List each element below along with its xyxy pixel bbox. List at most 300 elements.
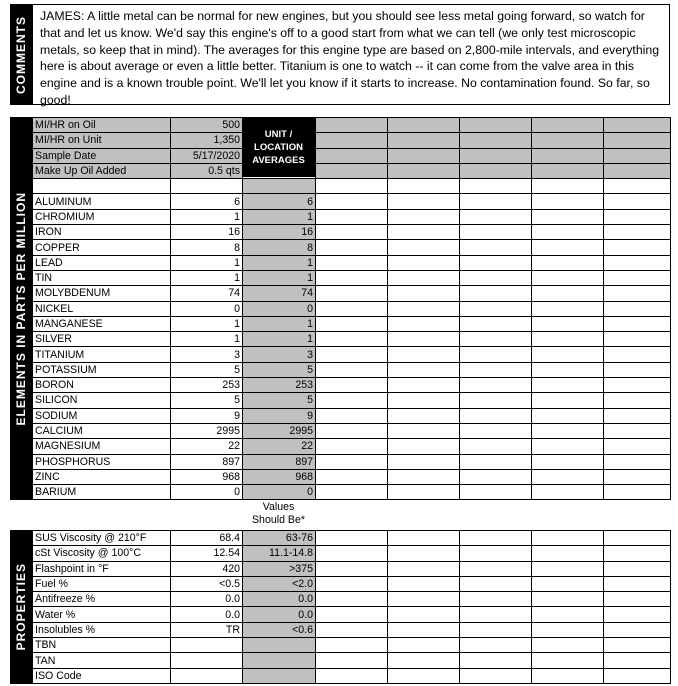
element-name: TIN <box>33 270 171 285</box>
property-row <box>33 638 671 653</box>
empty-cell <box>532 225 604 240</box>
element-row <box>33 255 671 270</box>
empty-cell <box>604 607 671 622</box>
empty-cell <box>604 668 671 683</box>
empty-cell <box>532 179 604 194</box>
element-average: 74 <box>243 286 316 301</box>
elements-table <box>32 117 671 500</box>
empty-cell <box>388 408 460 423</box>
empty-cell <box>532 286 604 301</box>
element-average: 1 <box>243 270 316 285</box>
unit-header-line-1: UNIT / <box>264 128 293 140</box>
empty-cell <box>604 240 671 255</box>
empty-cell <box>388 469 460 484</box>
element-value: 74 <box>171 286 243 301</box>
empty-cell <box>532 607 604 622</box>
empty-cell <box>604 378 671 393</box>
empty-cell <box>604 133 671 148</box>
empty-cell <box>316 561 388 576</box>
empty-cell <box>604 209 671 224</box>
property-name: cSt Viscosity @ 100°C <box>33 546 171 561</box>
empty-cell <box>604 225 671 240</box>
element-row <box>33 225 671 240</box>
element-name: CHROMIUM <box>33 209 171 224</box>
element-name: TITANIUM <box>33 347 171 362</box>
empty-cell <box>460 362 532 377</box>
empty-cell <box>532 561 604 576</box>
element-name: CALCIUM <box>33 423 171 438</box>
empty-cell <box>604 638 671 653</box>
empty-cell <box>316 133 388 148</box>
element-value: 6 <box>171 194 243 209</box>
element-value: 897 <box>171 454 243 469</box>
empty-cell <box>316 393 388 408</box>
empty-cell <box>460 133 532 148</box>
empty-cell <box>604 148 671 163</box>
empty-cell <box>532 316 604 331</box>
empty-cell <box>532 668 604 683</box>
empty-cell <box>316 622 388 637</box>
empty-cell <box>388 393 460 408</box>
element-value: 0 <box>171 301 243 316</box>
sample-info-row <box>33 163 671 178</box>
element-average: 253 <box>243 378 316 393</box>
empty-cell <box>604 316 671 331</box>
element-average: 5 <box>243 393 316 408</box>
empty-cell <box>532 240 604 255</box>
empty-cell <box>460 423 532 438</box>
property-row <box>33 668 671 683</box>
element-name: ZINC <box>33 469 171 484</box>
sample-info-value: 0.5 qts <box>171 163 243 178</box>
should-header-line-2: Should Be* <box>251 513 305 526</box>
element-row <box>33 485 671 500</box>
element-average: 16 <box>243 225 316 240</box>
empty-cell <box>316 270 388 285</box>
empty-cell <box>388 209 460 224</box>
empty-cell <box>460 378 532 393</box>
empty-cell <box>388 668 460 683</box>
empty-cell <box>316 163 388 178</box>
empty-cell <box>604 592 671 607</box>
empty-cell <box>388 255 460 270</box>
empty-cell <box>388 362 460 377</box>
property-value: 0.0 <box>171 607 243 622</box>
empty-cell <box>604 301 671 316</box>
element-value: 22 <box>171 439 243 454</box>
empty-cell <box>532 469 604 484</box>
empty-cell <box>460 546 532 561</box>
empty-cell <box>460 179 532 194</box>
empty-cell <box>532 546 604 561</box>
element-name: BARIUM <box>33 485 171 500</box>
empty-cell <box>388 163 460 178</box>
sample-info-value: 5/17/2020 <box>171 148 243 163</box>
empty-cell <box>532 209 604 224</box>
empty-cell <box>316 332 388 347</box>
empty-cell <box>460 638 532 653</box>
property-row <box>33 546 671 561</box>
empty-cell <box>388 546 460 561</box>
empty-cell <box>460 316 532 331</box>
empty-cell <box>604 270 671 285</box>
element-average: 897 <box>243 454 316 469</box>
elements-side-label <box>10 117 32 500</box>
empty-cell <box>604 653 671 668</box>
empty-cell <box>316 531 388 546</box>
property-value <box>171 653 243 668</box>
property-value <box>171 668 243 683</box>
empty-cell <box>388 454 460 469</box>
empty-cell <box>532 133 604 148</box>
empty-cell <box>388 653 460 668</box>
element-name: NICKEL <box>33 301 171 316</box>
property-name: TAN <box>33 653 171 668</box>
unit-header-line-3: AVERAGES <box>252 154 305 166</box>
element-value: 1 <box>171 332 243 347</box>
empty-cell <box>460 286 532 301</box>
element-value: 1 <box>171 255 243 270</box>
empty-cell <box>460 255 532 270</box>
empty-cell <box>532 423 604 438</box>
property-value: TR <box>171 622 243 637</box>
empty-cell <box>532 485 604 500</box>
element-average: 0 <box>243 485 316 500</box>
property-should-be <box>243 638 316 653</box>
element-name: LEAD <box>33 255 171 270</box>
empty-cell <box>532 118 604 133</box>
property-name: Fuel % <box>33 576 171 591</box>
empty-cell <box>316 362 388 377</box>
property-should-be: 0.0 <box>243 592 316 607</box>
empty-cell <box>532 576 604 591</box>
empty-cell <box>388 286 460 301</box>
empty-cell <box>532 653 604 668</box>
empty-cell <box>316 378 388 393</box>
empty-cell <box>388 332 460 347</box>
empty-cell <box>316 638 388 653</box>
element-row <box>33 469 671 484</box>
property-value: 12.54 <box>171 546 243 561</box>
property-name: Water % <box>33 607 171 622</box>
property-should-be: 0.0 <box>243 607 316 622</box>
sample-info-row <box>33 133 671 148</box>
sample-info-label: Make Up Oil Added <box>33 163 171 178</box>
empty-cell <box>388 347 460 362</box>
property-value: 68.4 <box>171 531 243 546</box>
empty-cell <box>532 347 604 362</box>
element-row <box>33 286 671 301</box>
comments-box <box>32 4 670 105</box>
element-value: 253 <box>171 378 243 393</box>
empty-cell <box>33 179 171 194</box>
empty-cell <box>388 148 460 163</box>
empty-cell <box>316 179 388 194</box>
empty-cell <box>388 179 460 194</box>
empty-cell <box>460 622 532 637</box>
property-value <box>171 638 243 653</box>
empty-cell <box>604 347 671 362</box>
properties-label: PROPERTIES <box>14 563 28 651</box>
empty-cell <box>604 485 671 500</box>
empty-cell <box>171 179 243 194</box>
property-row <box>33 607 671 622</box>
empty-cell <box>460 209 532 224</box>
element-value: 1 <box>171 209 243 224</box>
empty-cell <box>604 408 671 423</box>
empty-cell <box>532 194 604 209</box>
empty-cell <box>460 576 532 591</box>
element-name: POTASSIUM <box>33 362 171 377</box>
empty-cell <box>388 592 460 607</box>
empty-cell <box>316 240 388 255</box>
empty-cell <box>460 393 532 408</box>
empty-cell <box>532 148 604 163</box>
element-value: 3 <box>171 347 243 362</box>
property-row <box>33 622 671 637</box>
empty-cell <box>388 485 460 500</box>
empty-cell <box>316 148 388 163</box>
element-row <box>33 332 671 347</box>
empty-cell <box>388 378 460 393</box>
empty-cell <box>604 622 671 637</box>
sample-info-value: 1,350 <box>171 133 243 148</box>
empty-cell <box>316 225 388 240</box>
empty-cell <box>604 393 671 408</box>
element-value: 2995 <box>171 423 243 438</box>
empty-cell <box>316 255 388 270</box>
element-value: 9 <box>171 408 243 423</box>
empty-cell <box>532 163 604 178</box>
empty-cell <box>388 270 460 285</box>
empty-cell <box>532 378 604 393</box>
empty-cell <box>460 592 532 607</box>
empty-cell <box>532 270 604 285</box>
element-name: ALUMINUM <box>33 194 171 209</box>
element-average: 3 <box>243 347 316 362</box>
property-row <box>33 576 671 591</box>
property-name: ISO Code <box>33 668 171 683</box>
element-value: 1 <box>171 316 243 331</box>
property-should-be: 11.1-14.8 <box>243 546 316 561</box>
property-value: 0.0 <box>171 592 243 607</box>
element-value: 0 <box>171 485 243 500</box>
element-name: MANGANESE <box>33 316 171 331</box>
element-row <box>33 240 671 255</box>
empty-cell <box>316 286 388 301</box>
empty-cell <box>532 454 604 469</box>
empty-cell <box>388 118 460 133</box>
empty-cell <box>604 546 671 561</box>
element-average: 0 <box>243 301 316 316</box>
empty-cell <box>460 194 532 209</box>
property-name: Antifreeze % <box>33 592 171 607</box>
empty-cell <box>460 531 532 546</box>
element-average: 1 <box>243 255 316 270</box>
element-row <box>33 316 671 331</box>
empty-cell <box>316 408 388 423</box>
empty-cell <box>604 454 671 469</box>
element-average: 2995 <box>243 423 316 438</box>
empty-cell <box>604 439 671 454</box>
empty-cell <box>316 485 388 500</box>
empty-cell <box>532 408 604 423</box>
empty-cell <box>388 638 460 653</box>
spacer-row <box>33 179 671 194</box>
element-row <box>33 408 671 423</box>
empty-cell <box>388 133 460 148</box>
values-should-be-header <box>242 501 315 526</box>
element-name: IRON <box>33 225 171 240</box>
empty-cell <box>460 653 532 668</box>
element-value: 5 <box>171 362 243 377</box>
empty-cell <box>388 225 460 240</box>
property-should-be: <2.0 <box>243 576 316 591</box>
empty-cell <box>388 531 460 546</box>
empty-cell <box>316 469 388 484</box>
element-value: 8 <box>171 240 243 255</box>
property-value: <0.5 <box>171 576 243 591</box>
empty-cell <box>460 148 532 163</box>
element-row <box>33 362 671 377</box>
element-name: BORON <box>33 378 171 393</box>
property-should-be <box>243 653 316 668</box>
empty-cell <box>604 576 671 591</box>
property-name: Flashpoint in °F <box>33 561 171 576</box>
empty-cell <box>316 592 388 607</box>
element-value: 968 <box>171 469 243 484</box>
sample-info-row <box>33 148 671 163</box>
element-name: COPPER <box>33 240 171 255</box>
empty-cell <box>316 546 388 561</box>
element-row <box>33 209 671 224</box>
element-row <box>33 270 671 285</box>
element-name: MAGNESIUM <box>33 439 171 454</box>
empty-cell <box>460 439 532 454</box>
empty-cell <box>604 179 671 194</box>
empty-cell <box>604 163 671 178</box>
empty-cell <box>388 561 460 576</box>
properties-side-label <box>10 530 32 684</box>
element-row <box>33 347 671 362</box>
sample-info-row <box>33 118 671 133</box>
unit-header-line-2: LOCATION <box>254 141 303 153</box>
element-average: 1 <box>243 209 316 224</box>
property-name: SUS Viscosity @ 210°F <box>33 531 171 546</box>
empty-cell <box>316 653 388 668</box>
empty-cell <box>460 607 532 622</box>
empty-cell <box>604 561 671 576</box>
property-should-be <box>243 668 316 683</box>
empty-cell <box>532 362 604 377</box>
empty-cell <box>316 194 388 209</box>
empty-cell <box>604 531 671 546</box>
empty-cell <box>604 423 671 438</box>
empty-cell <box>460 408 532 423</box>
element-row <box>33 454 671 469</box>
empty-cell <box>316 423 388 438</box>
empty-cell <box>460 240 532 255</box>
empty-cell <box>460 225 532 240</box>
empty-cell <box>316 576 388 591</box>
should-header-line-1: Values <box>262 501 295 513</box>
element-row <box>33 393 671 408</box>
empty-cell <box>388 607 460 622</box>
comments-text: JAMES: A little metal can be normal for new engines, but you should see less metal going forward, so watch for that and let us know. We'd say this engine's off to a good start from what we can tell (we only test microscopic metals, so keep that in mind). The averages for this engine type are based on 2,800-mile intervals, and everything here is about average or even a little better. Titanium is one to watch -- it can come from the valve area in this engine and is a known trouble point. We'll let you know if it starts to increase. No contamination found. So far, so good! <box>40 9 660 107</box>
empty-cell <box>532 393 604 408</box>
empty-cell <box>604 332 671 347</box>
element-average: 968 <box>243 469 316 484</box>
element-average: 1 <box>243 316 316 331</box>
empty-cell <box>460 668 532 683</box>
empty-cell <box>460 454 532 469</box>
empty-cell <box>532 301 604 316</box>
empty-cell <box>460 332 532 347</box>
empty-cell <box>388 316 460 331</box>
element-row <box>33 301 671 316</box>
sample-info-value: 500 <box>171 118 243 133</box>
comments-side-label <box>10 4 32 105</box>
element-value: 5 <box>171 393 243 408</box>
empty-cell <box>388 576 460 591</box>
sample-info-label: Sample Date <box>33 148 171 163</box>
empty-cell <box>532 531 604 546</box>
empty-cell <box>460 270 532 285</box>
property-should-be: 63-76 <box>243 531 316 546</box>
empty-cell <box>388 622 460 637</box>
sample-info-label: MI/HR on Unit <box>33 133 171 148</box>
element-value: 1 <box>171 270 243 285</box>
empty-cell <box>532 332 604 347</box>
element-name: SILICON <box>33 393 171 408</box>
empty-cell <box>604 118 671 133</box>
empty-cell <box>243 179 316 194</box>
property-row <box>33 561 671 576</box>
element-row <box>33 378 671 393</box>
empty-cell <box>316 316 388 331</box>
empty-cell <box>460 163 532 178</box>
empty-cell <box>460 485 532 500</box>
element-average: 5 <box>243 362 316 377</box>
properties-table <box>32 530 671 684</box>
property-name: Insolubles % <box>33 622 171 637</box>
empty-cell <box>532 439 604 454</box>
empty-cell <box>388 194 460 209</box>
empty-cell <box>604 194 671 209</box>
empty-cell <box>604 255 671 270</box>
empty-cell <box>316 301 388 316</box>
empty-cell <box>316 454 388 469</box>
element-name: SILVER <box>33 332 171 347</box>
unit-location-averages-header <box>242 117 315 177</box>
empty-cell <box>460 469 532 484</box>
element-name: PHOSPHORUS <box>33 454 171 469</box>
property-row <box>33 531 671 546</box>
empty-cell <box>532 255 604 270</box>
empty-cell <box>604 362 671 377</box>
element-name: SODIUM <box>33 408 171 423</box>
empty-cell <box>388 423 460 438</box>
property-row <box>33 653 671 668</box>
element-average: 8 <box>243 240 316 255</box>
element-name: MOLYBDENUM <box>33 286 171 301</box>
property-should-be: <0.6 <box>243 622 316 637</box>
empty-cell <box>316 209 388 224</box>
empty-cell <box>604 286 671 301</box>
element-average: 9 <box>243 408 316 423</box>
empty-cell <box>316 607 388 622</box>
comments-label: COMMENTS <box>14 15 28 94</box>
